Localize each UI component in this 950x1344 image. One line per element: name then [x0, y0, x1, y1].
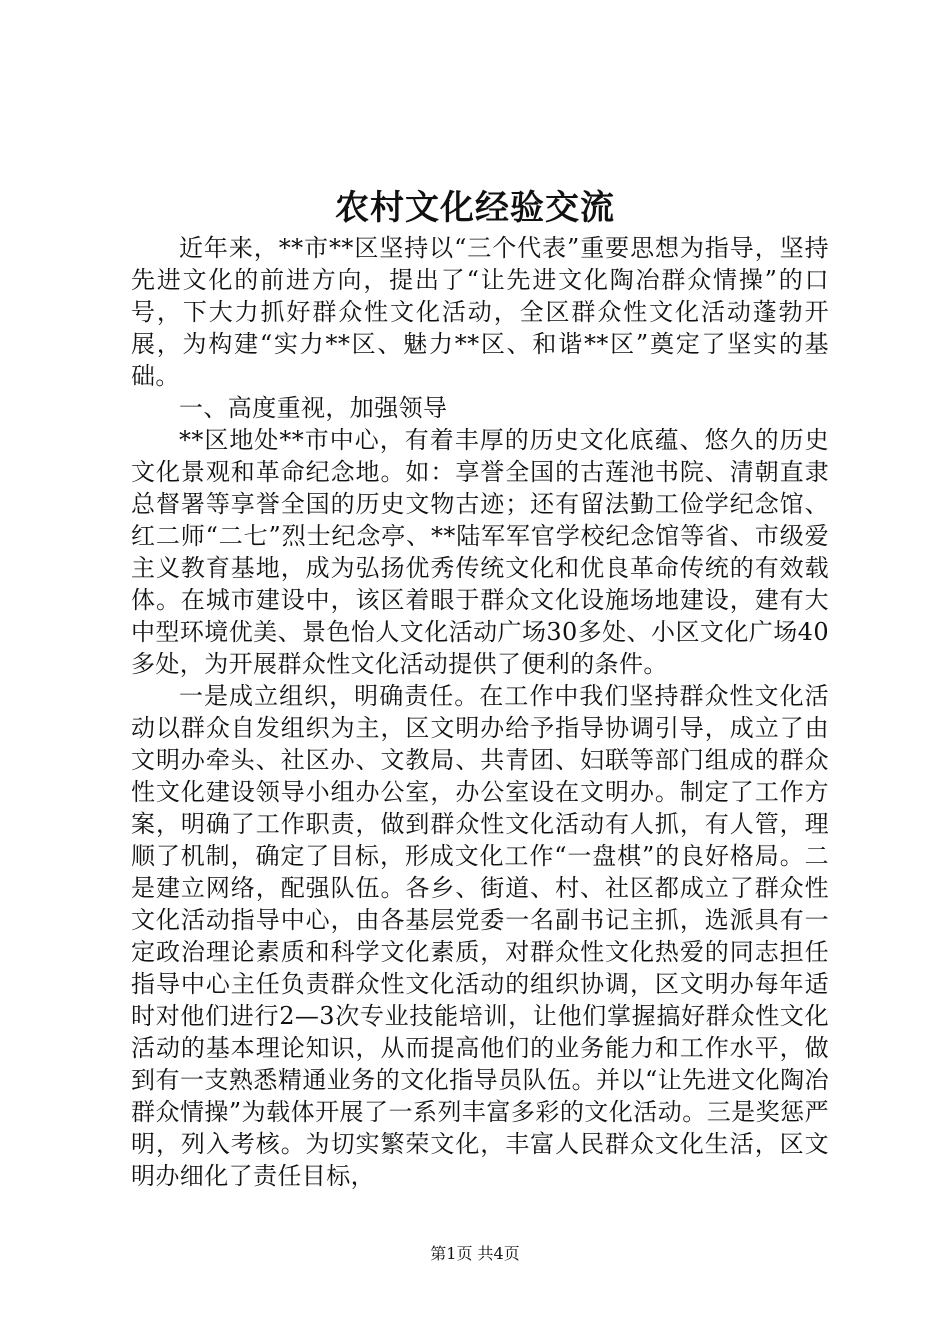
paragraph-history: **区地处**市中心，有着丰厚的历史文化底蕴、悠久的历史文化景观和革命纪念地。如：享誉全国的古莲池书院、清朝直隶总督署等享誉全国的历史文物古迹；还有留法勤工俭学纪念馆、红二师“二七”烈士纪念亭、**陆军军官学校纪念馆等省、市级爱主义教育基地，成为弘扬优秀传统文化和优良革命传统的有效载体。在城市建设中，该区着眼于群众文化设施场地建设，建有大中型环境优美、景色怡人文化活动广场30多处、小区文化广场40多处，为开展群众性文化活动提供了便利的条件。	[131, 426, 829, 678]
page-footer: 第1页 共4页	[430, 1244, 520, 1263]
paragraph-intro: 近年来，**市**区坚持以“三个代表”重要思想为指导，坚持先进文化的前进方向，提出了“让先进文化陶冶群众情操”的口号，下大力抓好群众性文化活动，全区群众性文化活动蓬勃开展，为构建“实力**区、魅力**区、和谐**区”奠定了坚实的基础。	[131, 234, 829, 390]
document-title: 农村文化经验交流	[335, 188, 615, 228]
document-body	[131, 232, 829, 1192]
paragraph-organization: 一是成立组织，明确责任。在工作中我们坚持群众性文化活动以群众自发组织为主，区文明办给予指导协调引导，成立了由文明办牵头、社区办、文教局、共青团、妇联等部门组成的群众性文化建设领导小组办公室，办公室设在文明办。制定了工作方案，明确了工作职责，做到群众性文化活动有人抓，有人管，理顺了机制，确定了目标，形成文化工作“一盘棋”的良好格局。二是建立网络，配强队伍。各乡、街道、村、社区都成立了群众性文化活动指导中心，由各基层党委一名副书记主抓，选派具有一定政治理论素质和科学文化素质，对群众性文化热爱的同志担任指导中心主任负责群众性文化活动的组织协调，区文明办每年适时对他们进行2—3次专业技能培训，让他们掌握搞好群众性文化活动的基本理论知识，从而提高他们的业务能力和工作水平，做到有一支熟悉精通业务的文化指导员队伍。并以“让先进文化陶冶群众情操”为载体开展了一系列丰富多彩的文化活动。三是奖惩严明，列入考核。为切实繁荣文化，丰富人民群众文化生活，区文明办细化了责任目标，	[131, 682, 829, 1190]
section-heading: 一、高度重视，加强领导	[179, 394, 448, 422]
